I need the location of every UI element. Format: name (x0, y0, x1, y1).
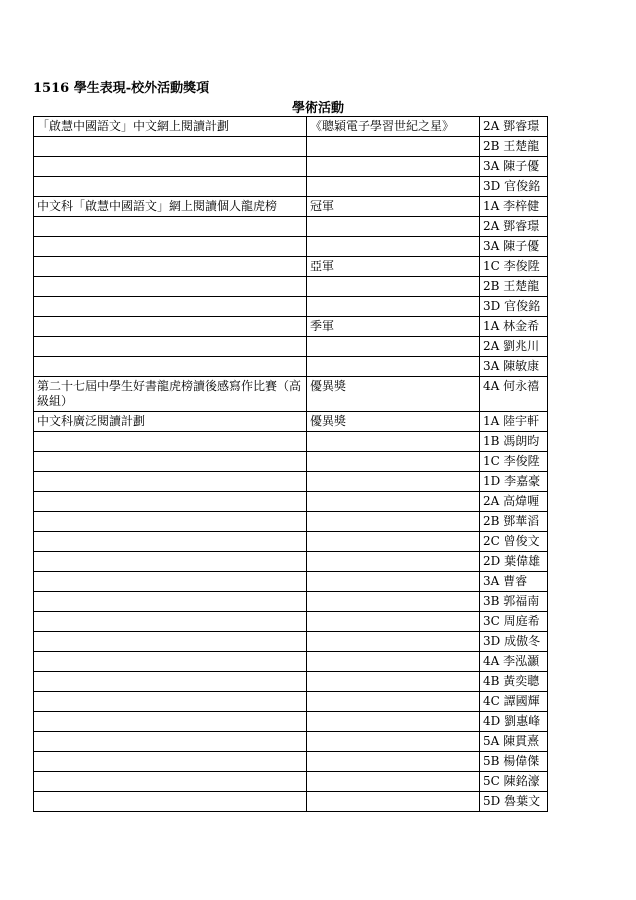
activity-cell: 第二十七屆中學生好書龍虎榜讀後感寫作比賽（高級組） (34, 377, 307, 412)
activity-cell (34, 357, 307, 377)
table-row (34, 177, 548, 197)
student-cell: 1C 李俊陞 (480, 257, 548, 277)
activity-cell (34, 692, 307, 712)
activity-cell (34, 732, 307, 752)
student-cell: 3D 成傲冬 (480, 632, 548, 652)
award-cell (307, 692, 480, 712)
student-cell: 2C 曾俊文 (480, 532, 548, 552)
student-cell: 5C 陳銘濠 (480, 772, 548, 792)
award-cell (307, 732, 480, 752)
table-row (34, 297, 548, 317)
table-row (34, 512, 548, 532)
table-row (34, 712, 548, 732)
student-cell: 1A 林金希 (480, 317, 548, 337)
award-cell (307, 532, 480, 552)
award-cell (307, 277, 480, 297)
award-cell (307, 432, 480, 452)
student-cell: 3B 郭福南 (480, 592, 548, 612)
award-cell: 亞軍 (307, 257, 480, 277)
student-cell: 4B 黃奕聰 (480, 672, 548, 692)
student-cell: 1C 李俊陞 (480, 452, 548, 472)
awards-table-body (34, 117, 548, 812)
award-cell (307, 752, 480, 772)
table-row (34, 692, 548, 712)
table-row (34, 217, 548, 237)
activity-cell (34, 532, 307, 552)
table-row (34, 472, 548, 492)
award-cell (307, 552, 480, 572)
table-row (34, 632, 548, 652)
table-row (34, 592, 548, 612)
activity-cell (34, 337, 307, 357)
award-cell: 優異獎 (307, 412, 480, 432)
section-title: 學術活動 (291, 101, 344, 116)
table-row (34, 337, 548, 357)
award-cell (307, 772, 480, 792)
activity-cell (34, 712, 307, 732)
activity-cell (34, 492, 307, 512)
table-row (34, 452, 548, 472)
table-row (34, 277, 548, 297)
student-cell: 2A 鄧睿璟 (480, 117, 548, 137)
student-cell: 2B 王楚龍 (480, 137, 548, 157)
award-cell (307, 452, 480, 472)
activity-cell (34, 632, 307, 652)
award-cell (307, 297, 480, 317)
student-cell: 4C 譚國輝 (480, 692, 548, 712)
table-row (34, 792, 548, 812)
table-row (34, 432, 548, 452)
award-cell (307, 472, 480, 492)
table-row (34, 672, 548, 692)
table-row (34, 317, 548, 337)
table-row (34, 572, 548, 592)
activity-cell: 「啟慧中國語文」中文網上閱讀計劃 (34, 117, 307, 137)
student-cell: 2B 王楚龍 (480, 277, 548, 297)
award-cell (307, 712, 480, 732)
student-cell: 4D 劉惠峰 (480, 712, 548, 732)
student-cell: 2A 劉兆川 (480, 337, 548, 357)
activity-cell (34, 652, 307, 672)
activity-cell (34, 157, 307, 177)
activity-cell (34, 432, 307, 452)
activity-cell (34, 317, 307, 337)
student-cell: 2A 高煒喱 (480, 492, 548, 512)
table-row (34, 412, 548, 432)
student-cell: 3D 官俊銘 (480, 297, 548, 317)
activity-cell (34, 792, 307, 812)
student-cell: 1A 陸宇軒 (480, 412, 548, 432)
activity-cell (34, 612, 307, 632)
table-row (34, 117, 548, 137)
award-cell (307, 632, 480, 652)
award-cell: 優異獎 (307, 377, 480, 412)
award-cell (307, 652, 480, 672)
student-cell: 5D 魯葉文 (480, 792, 548, 812)
student-cell: 3A 陳子優 (480, 157, 548, 177)
award-cell (307, 512, 480, 532)
document-title: 1516 學生表現-校外活動獎項 (33, 81, 210, 96)
activity-cell: 中文科廣泛閱讀計劃 (34, 412, 307, 432)
table-row (34, 732, 548, 752)
activity-cell (34, 297, 307, 317)
student-cell: 2D 葉偉雄 (480, 552, 548, 572)
table-row (34, 612, 548, 632)
student-cell: 1D 李嘉豪 (480, 472, 548, 492)
table-row (34, 652, 548, 672)
activity-cell (34, 512, 307, 532)
award-cell (307, 357, 480, 377)
award-cell (307, 612, 480, 632)
table-row (34, 197, 548, 217)
activity-cell (34, 592, 307, 612)
student-cell: 1A 李梓健 (480, 197, 548, 217)
awards-table (33, 116, 548, 812)
activity-cell (34, 237, 307, 257)
student-cell: 3A 曹睿 (480, 572, 548, 592)
student-cell: 3C 周庭希 (480, 612, 548, 632)
student-cell: 2A 鄧睿璟 (480, 217, 548, 237)
activity-cell (34, 552, 307, 572)
activity-cell (34, 137, 307, 157)
table-row (34, 257, 548, 277)
table-row (34, 137, 548, 157)
award-cell (307, 672, 480, 692)
student-cell: 4A 何永禧 (480, 377, 548, 412)
activity-cell (34, 257, 307, 277)
award-cell (307, 492, 480, 512)
table-row (34, 552, 548, 572)
activity-cell (34, 277, 307, 297)
activity-cell (34, 672, 307, 692)
award-cell (307, 217, 480, 237)
activity-cell (34, 217, 307, 237)
student-cell: 3A 陳子優 (480, 237, 548, 257)
student-cell: 2B 鄧華滔 (480, 512, 548, 532)
student-cell: 5B 楊偉傑 (480, 752, 548, 772)
table-row (34, 752, 548, 772)
table-row (34, 237, 548, 257)
table-row (34, 772, 548, 792)
award-cell (307, 592, 480, 612)
award-cell (307, 572, 480, 592)
award-cell (307, 177, 480, 197)
student-cell: 5A 陳貫熹 (480, 732, 548, 752)
table-row (34, 157, 548, 177)
activity-cell (34, 752, 307, 772)
activity-cell (34, 772, 307, 792)
student-cell: 3A 陳敏康 (480, 357, 548, 377)
activity-cell (34, 472, 307, 492)
activity-cell (34, 572, 307, 592)
table-row (34, 357, 548, 377)
activity-cell: 中文科「啟慧中國語文」網上閱讀個人龍虎榜 (34, 197, 307, 217)
student-cell: 3D 官俊銘 (480, 177, 548, 197)
award-cell (307, 137, 480, 157)
activity-cell (34, 452, 307, 472)
award-cell (307, 237, 480, 257)
award-cell (307, 792, 480, 812)
award-cell: 《聰穎電子學習世紀之星》 (307, 117, 480, 137)
table-row (34, 532, 548, 552)
activity-cell (34, 177, 307, 197)
student-cell: 1B 馮朗昀 (480, 432, 548, 452)
student-cell: 4A 李泓灝 (480, 652, 548, 672)
award-cell (307, 337, 480, 357)
award-cell: 季軍 (307, 317, 480, 337)
table-row (34, 492, 548, 512)
award-cell (307, 157, 480, 177)
award-cell: 冠軍 (307, 197, 480, 217)
table-row (34, 377, 548, 412)
